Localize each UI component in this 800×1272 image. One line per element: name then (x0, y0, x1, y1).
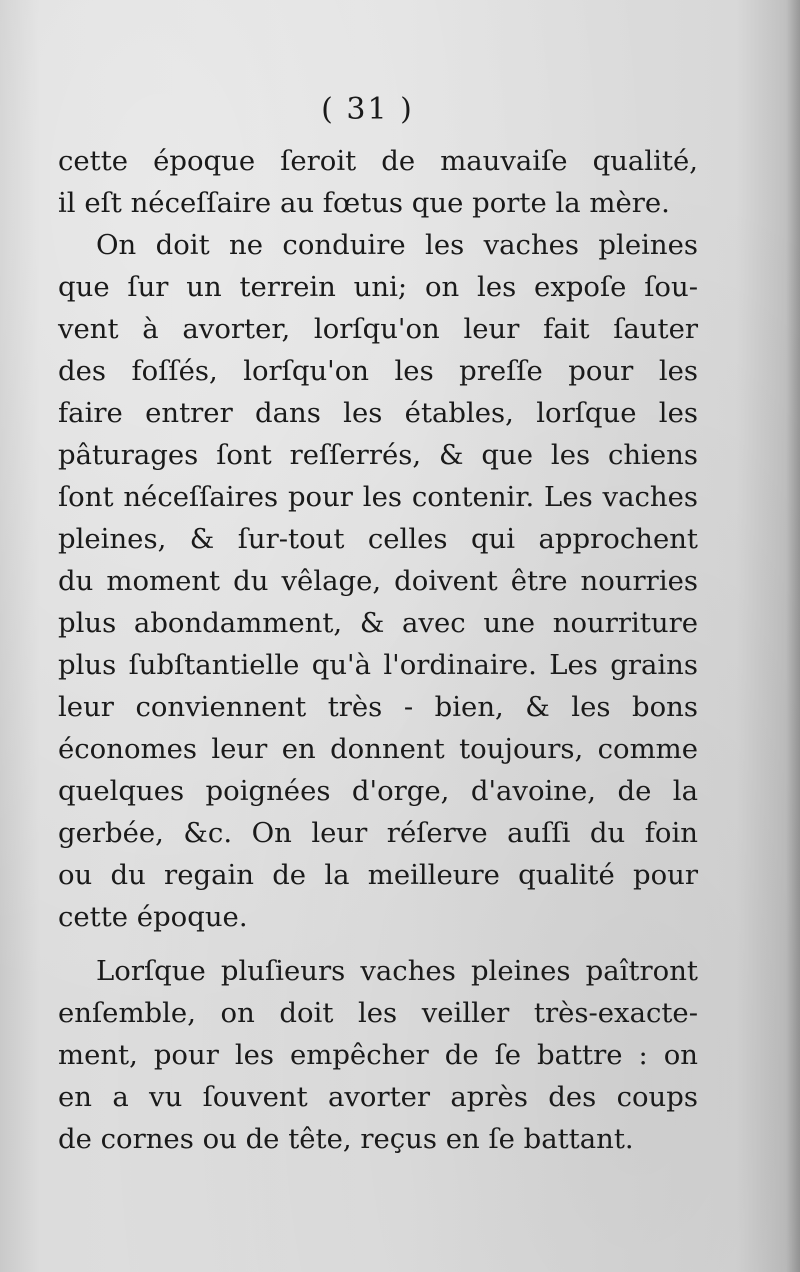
page-number: ( 31 ) (321, 92, 414, 127)
text-line: cette époque ſeroit de mauvaiſe qualité, (58, 145, 698, 177)
page-edge-shadow (786, 0, 800, 1272)
text-line: pâturages ſont reſſerrés, & que les chiens (58, 439, 698, 471)
paragraph-gap (58, 938, 698, 950)
body-text (58, 140, 698, 1160)
text-line: leur conviennent très - bien, & les bons (58, 691, 698, 723)
text-line: de cornes ou de tête, reçus en ſe battant. (58, 1123, 634, 1155)
text-line: ſont néceſſaires pour les contenir. Les vaches (58, 481, 698, 513)
text-line: pleines, & ſur-tout celles qui approchent (58, 523, 698, 555)
text-line: ou du regain de la meilleure qualité pour (58, 859, 698, 891)
text-line: vent à avorter, lorſqu'on leur fait ſauter (58, 313, 698, 345)
text-line: enſemble, on doit les veiller très-exacte- (58, 997, 698, 1029)
text-line: des foſſés, lorſqu'on les preſſe pour les (58, 355, 698, 387)
text-line: plus abondamment, & avec une nourriture (58, 607, 698, 639)
text-line: il eſt néceſſaire au fœtus que porte la mère. (58, 187, 670, 219)
text-line: Lorſque pluſieurs vaches pleines paîtront (96, 955, 698, 987)
text-line: plus ſubſtantielle qu'à l'ordinaire. Les grains (58, 649, 698, 681)
text-line: quelques poignées d'orge, d'avoine, de la (58, 775, 698, 807)
text-line: que ſur un terrein uni; on les expoſe ſou- (58, 271, 698, 303)
text-line: du moment du vêlage, doivent être nourries (58, 565, 698, 597)
text-line: gerbée, &c. On leur réſerve auſſi du foin (58, 817, 698, 849)
text-line: ment, pour les empêcher de ſe battre : on (58, 1039, 698, 1071)
text-line: économes leur en donnent toujours, comme (58, 733, 698, 765)
paragraph-2 (58, 224, 698, 938)
paragraph-1 (58, 140, 698, 224)
paragraph-3 (58, 950, 698, 1160)
text-line: en a vu ſouvent avorter après des coups (58, 1081, 698, 1113)
text-line: On doit ne conduire les vaches pleines (96, 229, 698, 261)
text-line: cette époque. (58, 901, 248, 933)
text-line: faire entrer dans les étables, lorſque les (58, 397, 698, 429)
